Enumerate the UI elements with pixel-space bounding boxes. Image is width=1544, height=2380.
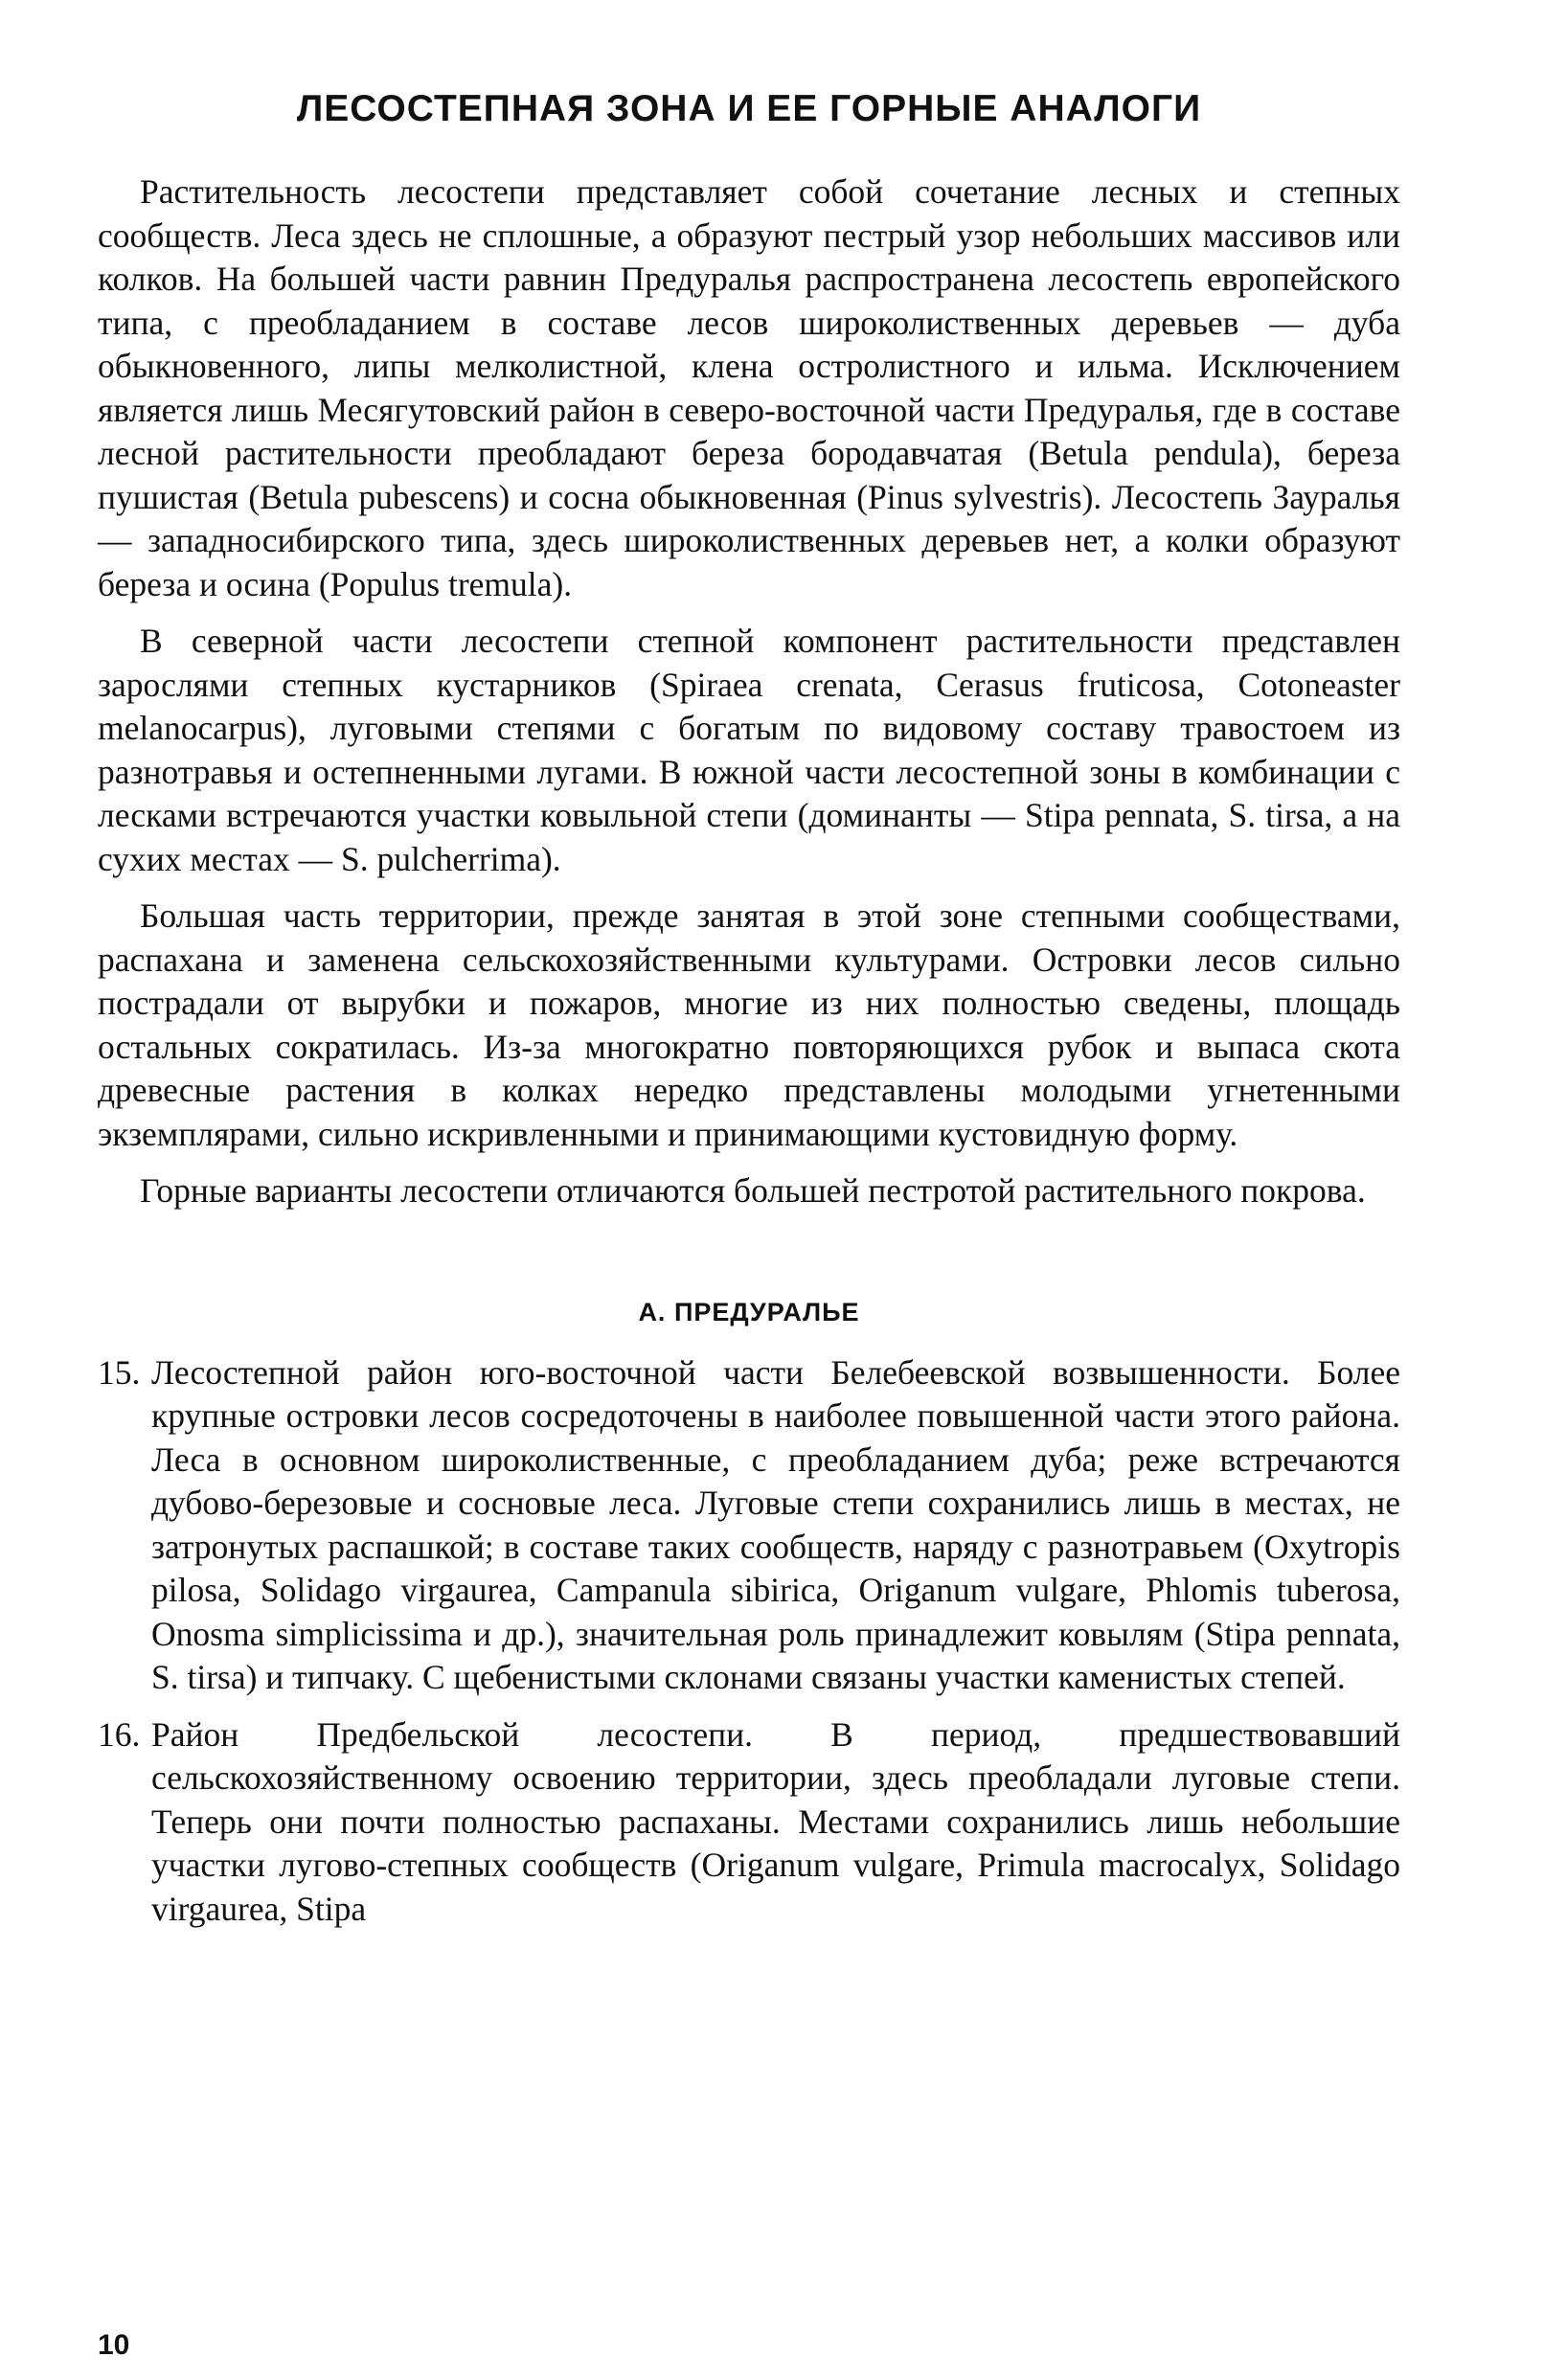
- entry-text: Лесостепной район юго-восточной части Белебеевской возвышенности. Более крупные островки лесов сосредоточены в наиболее повышенной части этого района. Леса в основном широколиственные, с преобладанием дуба; реже встречаются дубово-березовые и сосновые леса. Луговые степи сохранились лишь в местах, не затронутых распашкой; в составе таких сообществ, наряду с разнотравьем (Oxytropis pilosa, Solidago virgaurea, Campanula sibirica, Origanum vulgare, Phlomis tuberosa, Onosma simplicissima и др.), значительная роль принадлежит ковылям (Stipa pennata, S. tirsa) и типчаку. С щебенистыми склонами связаны участки каменистых степей.: [151, 1352, 1400, 1696]
- entry-text: Район Предбельской лесостепи. В период, предшествовавший сельскохозяйственному освоению территории, здесь преобладали луговые степи. Теперь они почти полностью распаханы. Местами сохранились лишь небольшие участки лугово-степных сообществ (Origanum vulgare, Primula macrocalyx, Solidago virgaurea, Stipa: [151, 1714, 1400, 1928]
- paragraph-1: Растительность лесостепи представляет собой сочетание лесных и степных сообществ. Леса здесь не сплошные, а образуют пестрый узор небольших массивов или колков. На большей части равнин Предуралья распространена лесостепь европейского типа, с преобладанием в составе лесов широколиственных деревьев — дуба обыкновенного, липы мелколистной, клена остролистного и ильма. Исключением является лишь Месягутовский район в северо-восточной части Предуралья, где в составе лесной растительности преобладают береза бородавчатая (Betula pendula), береза пушистая (Betula pubescens) и сосна обыкновенная (Pinus sylvestris). Лесостепь Зауралья — западносибирского типа, здесь широколиственных деревьев нет, а колки образуют береза и осина (Populus tremula).: [98, 172, 1400, 603]
- section-title: А. ПРЕДУРАЛЬЕ: [638, 1297, 860, 1326]
- document-page: [98, 86, 1400, 1944]
- entry-number: 16.: [98, 1714, 141, 1754]
- paragraph-4: Горные варианты лесостепи отличаются большей пестротой растительного покрова.: [140, 1171, 1366, 1210]
- paragraph-2: В северной части лесостепи степной компонент растительности представлен зарослями степных кустарников (Spiraea crenata, Cerasus fruticosa, Cotoneaster melanocarpus), луговыми степями с богатым по видовому составу травостоем из разнотравья и остепненными лугами. В южной части лесостепной зоны в комбинации с лесками встречаются участки ковыльной степи (доминанты — Stipa pennata, S. tirsa, а на сухих местах — S. pulcherrima).: [98, 622, 1400, 878]
- paragraph-3: Большая часть территории, прежде занятая в этой зоне степными сообществами, распахана и заменена сельскохозяйственными культурами. Островки лесов сильно пострадали от вырубки и пожаров, многие из них полностью сведены, площадь остальных сократилась. Из-за многократно повторяющихся рубок и выпаса скота древесные растения в колках нередко представлены молодыми угнетенными экземплярами, сильно искривленными и принимающими кустовидную форму.: [98, 896, 1400, 1153]
- page-number: 10: [98, 2329, 130, 2361]
- entry-number: 15.: [98, 1352, 141, 1392]
- list-item: [98, 1351, 1400, 1700]
- page-title: ЛЕСОСТЕПНАЯ ЗОНА И ЕЕ ГОРНЫЕ АНАЛОГИ: [296, 88, 1202, 129]
- list-item: [98, 1713, 1400, 1932]
